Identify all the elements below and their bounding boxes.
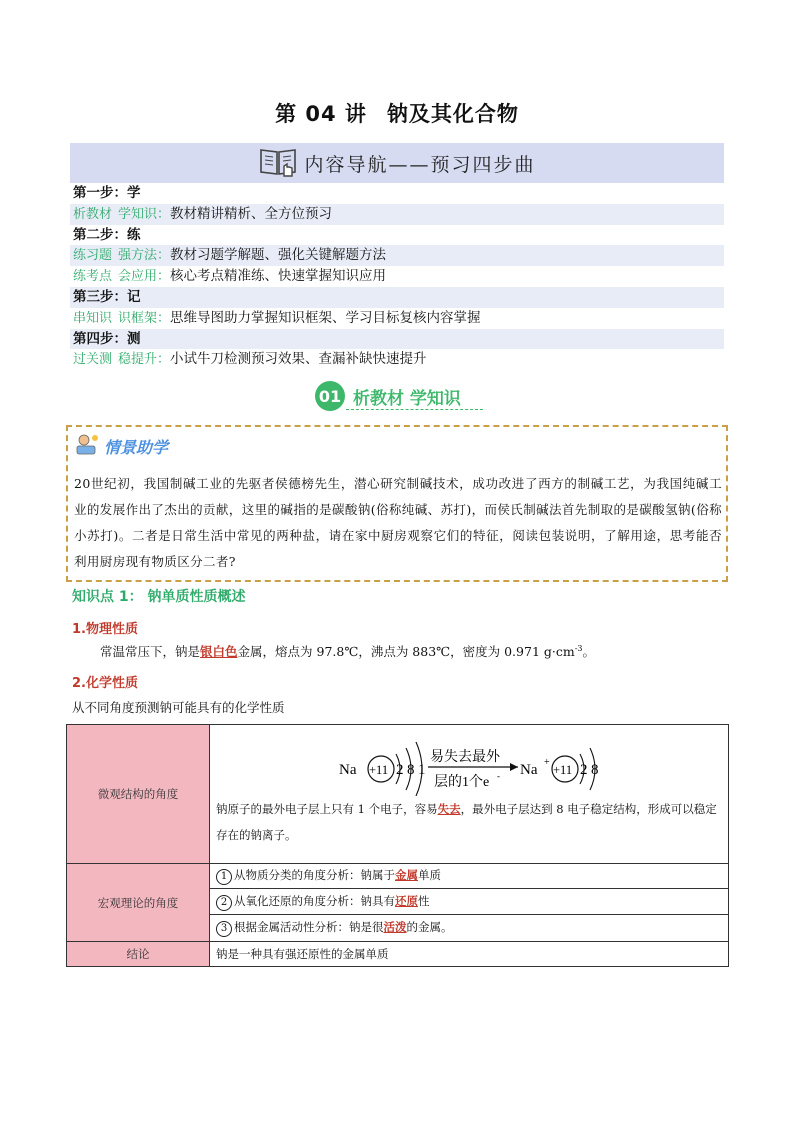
- nav-item-1: 析教材 学知识：教材精讲精析、全方位预习: [70, 204, 724, 225]
- person-book-icon: [74, 432, 100, 460]
- physical-properties-text: 常温常压下，钠是银白色金属，熔点为 97.8℃，沸点为 883℃，密度为 0.971 $g\cdot cm^{-3}$。: [100, 643, 596, 659]
- book-hand-icon: [258, 144, 298, 182]
- silver-white-highlight: 银白色: [200, 644, 238, 659]
- context-badge-label: 情景助学: [104, 437, 169, 457]
- ion-shell-1-electrons: 2: [580, 762, 588, 778]
- nav-item-2: 练习题 强方法：教材习题学解题、强化关键解题方法: [70, 245, 724, 266]
- chemical-properties-heading: 2.化学性质: [72, 676, 138, 691]
- conclusion-text: 钠是一种具有强还原性的金属单质: [210, 942, 729, 967]
- table-row-conclusion: [67, 942, 729, 967]
- nav-step-1: 第一步：学: [70, 183, 724, 204]
- title-part2: 钠及其化合物: [386, 102, 519, 126]
- section-label: 析教材 学知识: [353, 388, 461, 409]
- physical-properties-heading: 1.物理性质: [72, 622, 138, 637]
- ion-shell-2-electrons: 8: [591, 762, 599, 778]
- title-part1: 第 04 讲: [275, 102, 367, 126]
- navigation-header: [70, 143, 724, 183]
- micro-description: 钠原子的最外电子层上只有 1 个电子，容易失去，最外电子层达到 8 电子稳定结构，形成可以稳定存在的钠离子。: [216, 802, 717, 842]
- macro-item-2: 2 从氧化还原的角度分析：钠具有还原性: [210, 889, 729, 915]
- nav-step-2: 第二步：练: [70, 225, 724, 246]
- content-navigation: [70, 143, 724, 370]
- na-nucleus: +11: [369, 763, 389, 777]
- arrow-top-label: 易失去最外: [430, 750, 500, 765]
- nav-step-3: 第三步：记: [70, 287, 724, 308]
- row-label-macro: 宏观理论的角度: [67, 864, 210, 942]
- context-text: 20世纪初，我国制碱工业的先驱者侯德榜先生，潜心研究制碱技术，成功改进了西方的制碱工艺，为我国纯碱工业的发展作出了杰出的贡献，这里的碱指的是碳酸钠(俗称纯碱、苏打)，而侯氏制碱法首先制取的是碳酸氢钠(俗称小苏打)。二者是日常生活中常见的两种盐，请在家中厨房观察它们的特征，阅读包装说明，了解用途，思考能否利用厨房现有物质区分二者?: [74, 476, 722, 569]
- macro-item-3: 3 根据金属活动性分析：钠是很活泼的金属。: [210, 915, 729, 942]
- na-symbol: Na: [339, 762, 357, 778]
- table-row-micro: [67, 725, 729, 864]
- sodium-atom-diagram: [216, 732, 722, 796]
- nav-step-4: 第四步：测: [70, 329, 724, 350]
- na-ion-nucleus: +11: [553, 763, 573, 777]
- na-ion-charge: +: [544, 757, 550, 768]
- macro-item-1: 1 从物质分类的角度分析：钠属于金属单质: [210, 864, 729, 889]
- arrow-bottom-label: 层的1个e: [434, 775, 490, 790]
- row-label-conclusion: 结论: [67, 942, 210, 967]
- nav-item-3: 练考点 会应用：核心考点精准练、快速掌握知识应用: [70, 266, 724, 287]
- page-title: [0, 98, 794, 128]
- shell-1-electrons: 2: [396, 762, 404, 778]
- section-number: 01: [315, 381, 345, 411]
- navigation-header-text: 内容导航——预习四步曲: [304, 153, 536, 176]
- knowledge-point-heading: 知识点 1： 钠单质性质概述: [72, 589, 246, 605]
- section-header: [315, 381, 461, 411]
- context-box: [66, 425, 728, 582]
- electron-charge: -: [497, 771, 500, 781]
- shell-2-electrons: 8: [407, 762, 415, 778]
- nav-item-4: 串知识 识框架：思维导图助力掌握知识框架、学习目标复核内容掌握: [70, 308, 724, 329]
- properties-table: [66, 724, 729, 967]
- table-row-macro-1: [67, 864, 729, 889]
- chemical-properties-subtitle: 从不同角度预测钠可能具有的化学性质: [72, 700, 285, 715]
- row-content-micro: [210, 725, 729, 864]
- context-badge: [74, 433, 196, 459]
- row-label-micro: 微观结构的角度: [67, 725, 210, 864]
- nav-item-5: 过关测 稳提升：小试牛刀检测预习效果、查漏补缺快速提升: [70, 349, 724, 370]
- section-underline: [346, 409, 483, 410]
- shell-3-electrons: 1: [418, 762, 426, 778]
- na-ion-symbol: Na: [520, 762, 538, 778]
